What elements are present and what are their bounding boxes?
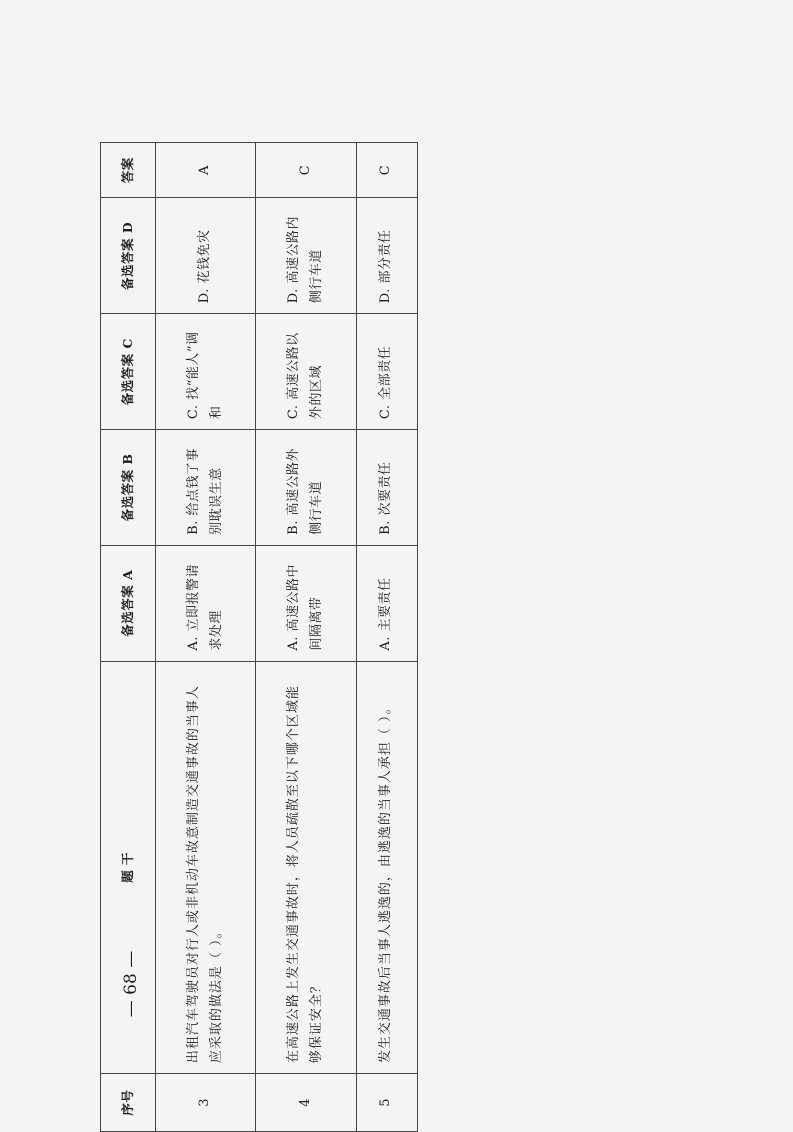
option-b: B. 高速公路外侧行车道 — [256, 430, 356, 546]
option-c: C. 全部责任 — [356, 314, 417, 430]
question-stem: 出租汽车驾驶员对行人或非机动车故意制造交通事故的当事人应采取的做法是（ ）。 — [156, 661, 256, 1073]
option-a: A. 高速公路中间隔离带 — [256, 545, 356, 661]
header-option-d: 备选答案 D — [101, 198, 156, 314]
option-c: C. 找“能人”调和 — [156, 314, 256, 430]
option-d: D. 部分责任 — [356, 198, 417, 314]
header-option-a: 备选答案 A — [101, 545, 156, 661]
question-number: 4 — [256, 1074, 356, 1132]
header-stem: 题 干 — [101, 661, 156, 1073]
table-row — [156, 143, 256, 1132]
option-c: C. 高速公路以外的区域 — [256, 314, 356, 430]
answer: C — [356, 143, 417, 199]
header-option-b: 备选答案 B — [101, 430, 156, 546]
option-a: A. 立即报警请求处理 — [156, 545, 256, 661]
table-row — [356, 143, 417, 1132]
question-stem: 发生交通事故后当事人逃逸的，由逃逸的当事人承担（ ）。 — [356, 661, 417, 1073]
option-d: D. 花钱免灾 — [156, 198, 256, 314]
question-number: 3 — [156, 1074, 256, 1132]
answer: A — [156, 143, 256, 199]
header-no: 序号 — [101, 1074, 156, 1132]
header-option-c: 备选答案 C — [101, 314, 156, 430]
table-row — [256, 143, 356, 1132]
option-b: B. 给点钱了事别耽误生意 — [156, 430, 256, 546]
option-d: D. 高速公路内侧行车道 — [256, 198, 356, 314]
header-answer: 答案 — [101, 143, 156, 199]
question-stem: 在高速公路上发生交通事故时，将人员疏散至以下哪个区域能够保证安全？ — [256, 661, 356, 1073]
question-number: 5 — [356, 1074, 417, 1132]
option-b: B. 次要责任 — [356, 430, 417, 546]
answer: C — [256, 143, 356, 199]
page-number: — 68 — — [121, 950, 141, 1018]
option-a: A. 主要责任 — [356, 545, 417, 661]
